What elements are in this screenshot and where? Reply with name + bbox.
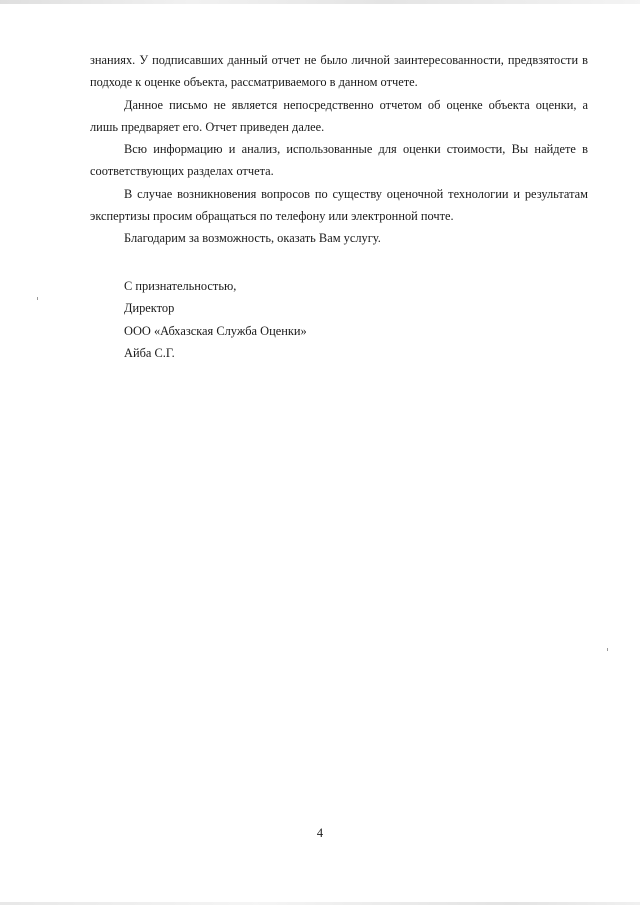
scan-speck [607, 648, 608, 651]
paragraph-not-report: Данное письмо не является непосредственно отчетом об оценке объекта оценки, а лишь предваряет его. Отчет приведен далее. [90, 97, 588, 134]
letter-body [90, 49, 588, 250]
signature-closing: С признательностью, [124, 279, 237, 293]
signature-block [124, 275, 307, 364]
signature-position: Директор [124, 301, 175, 316]
signature-company: ООО «Абхазская Служба Оценки» [124, 323, 307, 338]
page-number: 4 [316, 826, 324, 840]
signature-name: Айба С.Г. [124, 345, 175, 360]
scan-edge-top [0, 0, 640, 4]
paragraph-thanks: Благодарим за возможность, оказать Вам услугу. [124, 231, 381, 246]
paragraph-information: Всю информацию и анализ, использованные для оценки стоимости, Вы найдете в соответствующих разделах отчета. [90, 142, 588, 179]
scan-speck [37, 297, 38, 300]
paragraph-questions: В случае возникновения вопросов по существу оценочной технологии и результатам экспертизы просим обращаться по телефону или электронной почте. [90, 186, 588, 224]
paragraph-continuation: знаниях. У подписавших данный отчет не было личной заинтересованности, предвзятости в подходе к оценке объекта, рассматриваемого в данном отчете. [90, 53, 588, 90]
